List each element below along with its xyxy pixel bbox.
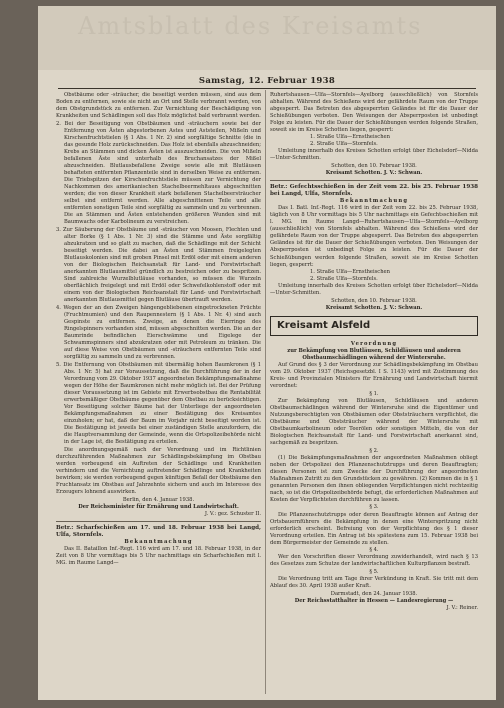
signature-place-date: Schotten, den 10. Februar 1938. xyxy=(331,162,417,169)
road-item: 1. Straße Ulfa—Ernstheischen xyxy=(310,134,390,141)
paragraph-5: Die Verordnung tritt am Tage ihrer Verkündung in Kraft. Sie tritt mit dem Ablauf des 30. April 1938 außer Kraft. xyxy=(270,575,478,589)
bekanntmachung-heading: Bekanntmachung xyxy=(339,198,409,205)
paragraph-number: § 1. xyxy=(369,390,379,397)
running-head-date: Samstag, 12. Februar 1938 xyxy=(198,76,336,86)
signature-name: Kreisamt Schotten. J. V.: Schwan. xyxy=(325,304,423,311)
betreff-scharfschiessen: Betr.: Scharfschießen am 17. und 18. Februar 1938 bei Langd, Ulfa, Stornfels. xyxy=(56,524,261,538)
left-item-5: 5. Die Entfernung von Obstbäumen mit übermäßig hohen Baumkronen (§ 1 Abs. 1 Nr. 5) hat zur Voraussetzung, daß die Durchführung der in der Verordnung vom 29. Oktober 1937 angeordneten Bekämpfungsmaßnahme wegen der Höhe der Baumkronen nicht mehr möglich ist. Bei der Prüfung dieser Voraussetzung ist im Gebiete mit Erwerbsobstbau die Rentabilität erwerbsmäßiger Obstbäume gegenüber dem Obstbau zu berücksichtigen. Vor Beseitigung solcher Bäume hat der Unterliege der angeordneten Bekämpfungsmaßnahmen zu einer Bestätigung des Kreisamtes einzuholen; er hat, daß der Baum im Vorjahr nicht beseitigt worden ist. Die Bestätigung ist jeweils bei einer zuständigen Stelle anzufordern, die die Hauptversammlung der Gemeinde, wenn die Ortspolizeibehörde nicht in der Lage ist, die Bestätigung zu erteilen. xyxy=(56,361,261,446)
header-show-through: Amtsblatt des Kreisamts xyxy=(78,12,423,40)
left-item-2: 2. Bei der Beseitigung von Obstbäumen und -sträuchern sowie bei der Entfernung von Ästen abgestorbenen Astes und Aststeilen, Mißeln und Kirschenfruchtstielen (§ 1 Abs. 1 Nr. 2) sind sorgfältige Schnitte (die in das gesunde Holz zurückschneiden. Das Holz ist ebenfalls abzuschneiden; Krebs an Stämmen und dicken Ästen ist auszuschneiden. Die von Mißeln befallenen Äste sind unterhalb des Bruchansatzes der Mißel abzuschneiden. Blutlausbefallene Zweige sowie alle mit Blutläusen behafteten entfernten Pflanzenteile sind in derselben Weise zu entfernen. Die Triebspitzen der Kirschenfruchtstiele müssen zur Vernichtung der Nachkommen des amerikanischen Stachelbeermehltaues abgeschnitten werden; die von dieser Krankheit stark befallenen Stachelbeersträucher selbst sind entfernt werden. Alle abgeschnittenen Teile und alle entfernten sonstigen Teile sind sorgfältig zu sammeln und zu verbrennen. Die an Stämmen und Ästen entstehenden größeren Wunden sind mit Baumwachs oder Karbolineum zu verstreichen. xyxy=(56,120,261,226)
signature-name: Kreisamt Schotten. J. V.: Schwan. xyxy=(325,170,423,177)
verordnung-subtitle: zur Bekämpfung von Blutläusen, Schildläusen und anderen Obstbaumschädlingen während der Wintersruhe. xyxy=(287,347,461,361)
paragraph-3: Die Pflanzenschutztrupps oder deren Beauftragte können auf Antrag der Ortsbauernführers die Bekämpfung in denen eine Winterspritzung nicht erforderlich erscheint. Befreiung von der Verpflichtung des § 1 dieser Verordnung erteilen. Ein Antrag ist bis spätestens zum 15. Februar 1938 bei dem Bürgermeister der Gemeinde zu stellen. xyxy=(270,511,478,546)
signature-place-date: Schotten, den 10. Februar 1938. xyxy=(331,297,417,304)
bekanntmachung-heading: Bekanntmachung xyxy=(124,538,193,545)
detour-note: Umleitung innerhalb des Kreises Schotten erfolgt über Eichelsdorf—Nidda—Unter-Schmitten. xyxy=(270,148,478,162)
paragraph-number: § 5. xyxy=(369,568,379,575)
kreisamt-alsfeld-banner: Kreisamt Alsfeld xyxy=(270,316,478,336)
bekanntmachung-text: Das I. Batl. Inf.-Regt. 116 wird in der Zeit vom 22. bis 25. Februar 1938, täglich von 8 Uhr vormittags bis 5 Uhr nachmittags ein Gefechtsschießen mit l. MG. im Raume Langd—Ruhertshausen—Ulfa—Stornfels—Ayelborg (ausschließlich) von Stornfels abhalten. Während des Schießens wird der gefährdete Raum von der Truppe abgesperrt. Das Betreten des abgesperrten Geländes ist für die Dauer der Schießübungen verboten. Den Weisungen der Absperrposten ist unbedingt Folge zu leisten. Für die Dauer der Schießübungen werden folgende Straßen, soweit sie im Kreise Schotten liegen, gesperrt: xyxy=(270,205,478,268)
betreff-gefechtsschiessen: Betr.: Gefechtsschießen in der Zeit vom 22. bis 25. Februar 1938 bei Langd, Ulfa, Stornfels. xyxy=(270,184,478,198)
right-continuation: Ruhertshausen—Ulfa—Stornfels—Ayelborg (ausschließlich) von Stornfels abhalten. Während des Schießens wird der gefährdete Raum von der Truppe abgesperrt. Das Betreten des abgesperrten Geländes ist für die Dauer der Schießübungen verboten. Den Weisungen der Absperrposten ist unbedingt Folge zu leisten. Für die Dauer der Schießübungen werden folgende Straßen, soweit sie im Kreise Schotten liegen, gesperrt: xyxy=(270,92,478,134)
final-place-date: Darmstadt, den 24. Januar 1938. xyxy=(330,590,418,597)
paragraph-number: § 4. xyxy=(369,547,379,554)
paragraph-number: § 3. xyxy=(369,504,379,511)
left-item-3: 3. Zur Säuberung der Obstbäume und -sträucher von Moosen, Flechten und alter Borke (§ 1 Abs. 1 Nr. 3) sind die Stämme und Äste sorgfältig abzukratzen und so glatt zu machen, daß die Schädlinge mit der Schicht beseitigt werden. Die dabei an Ästen und Stämmen freigelegten Blutlauskolonien sind mit groben Pinsel mit Erdöl oder mit einem anderen von der Biologischen Reichsanstalt für Land- und Forstwirtschaft anerkannten Blutlausmittel gründlich zu bestreichen oder zu bespritzen. Sind zahlreiche Wurzelblutläuse vorhanden, so müssen die Wurzeln oberflächlich freigelegt und mit Erdöl oder Schwefelkohlenstoff oder mit einem von der Biologischen Reichsanstalt für Land- und Forstwirtschaft anerkannten Blutlausmittel gegen Blutläuse übertrauft werden. xyxy=(56,226,261,304)
signature-place-date: Berlin, den 4. Januar 1938. xyxy=(122,496,195,503)
road-item: 2. Straße Ulfa—Stornfels. xyxy=(310,141,378,148)
final-office: Der Reichsstatthalter in Hessen — Landesregierung — xyxy=(294,597,454,604)
running-head-rule xyxy=(58,88,476,89)
verordnung-heading: Verordnung xyxy=(350,340,398,347)
section-rule xyxy=(56,521,261,522)
detour-note: Umleitung innerhalb des Kreises Schotten erfolgt über Eichelsdorf—Nidda—Unter-Schmitten. xyxy=(270,283,478,297)
section-rule xyxy=(270,180,478,181)
paragraph-2: (1) Die Bekämpfungsmaßnahmen der angeordneten Maßnahmen obliegt neben der Ortspolizei den Pflanzenschutztrupps und deren Beauftragten; diesen Personen ist zum Zwecke der Durchführung der angeordneten Maßnahmen Zutritt zu den Grundstücken zu gewähren. (2) Kommen die in § 1 genannten Personen den ihnen obliegenden Verpflichtungen nicht rechtzeitig nach, so ist die Ortspolizeibehörde befugt, die erforderlichen Maßnahmen auf Kosten der Verpflichteten durchführen zu lassen. xyxy=(270,454,478,503)
paragraph-number: § 2. xyxy=(369,447,379,454)
road-item: 1. Straße Ulfa—Ernstheischen xyxy=(310,269,390,276)
road-list-2 xyxy=(270,269,478,283)
right-column xyxy=(270,92,478,694)
signature-name: J. V.: gez. Schuster II. xyxy=(204,510,261,517)
left-intro: Obstbäume oder -sträucher, die beseitigt werden müssen, sind aus dem Boden zu entfernen, sowie sie nicht an Ort und Stelle verbrannt werden, von dem Obstgrundstück zu entfernen. Zur Vernichtung der Beschädigung von Krankheiten und Schädlingen soll das Holz möglichst bald verbrannt werden. xyxy=(56,92,261,120)
bekanntmachung-text: Das II. Bataillon Inf.-Regt. 116 wird am 17. und 18. Februar 1938, in der Zeit von 8 Uhr vormittags bis 5 Uhr nachmittags ein Scharfschießen mit l. MG. im Raume Langd— xyxy=(56,545,261,567)
road-list-1 xyxy=(270,134,478,148)
left-column xyxy=(56,92,261,694)
signature-office: Der Reichsminister für Ernährung und Landwirtschaft. xyxy=(78,503,239,510)
paragraph-4: Wer den Vorschriften dieser Verordnung zuwiderhandelt, wird nach § 13 des Gesetzes zum Schutze der landwirtschaftlichen Kulturpflanzen bestraft. xyxy=(270,554,478,568)
final-signature: J. V.: Reiner. xyxy=(446,604,478,611)
header-strip xyxy=(38,6,496,70)
verordnung-intro: Auf Grund des § 3 der Verordnung zur Schädlingsbekämpfung im Obstbau vom 29. Oktober 1937 (Reichsgesetzbl. I S. 1143) wird mit Zustimmung des Kreis- und Provinzialen Ministers für Ernährung und Landwirtschaft hiermit verordnet: xyxy=(270,362,478,390)
running-head xyxy=(38,76,496,86)
paragraph-1: Zur Bekämpfung von Blutläusen, Schildläusen und anderen Obstbaumschädlingen während der Wintersruhe sind die Eigentümer und Nutzungsberechtigten von Obstbäumen oder Obststräuchern verpflichtet, die Obstbäume und Obststräucher während der Wintersruhe mit Obstbaumkarbolineum oder Teerölen oder sonstigen Mitteln, die von der Biologischen Reichsanstalt für Land- und Forstwirtschaft anerkannt sind, sachgemäß zu bespritzen. xyxy=(270,397,478,447)
left-item-4: 4. Wegen der an den Zweigen hängengebliebenen eingetrockneten Früchte (Fruchtmumien) und den Raupennestern (§ 1 Abs. 1 Nr. 4) sind auch Gespinste zu entfernen. Zweige, an denen die Eierringe des Ringelspinners vorhanden sind, müssen abgeschnitten werden. Die an der Baumrinde befindlichen Eierschwämme und Eigelege der Schwammspinners sind abzukratzen oder mit Petroleum zu tränken. Die auf diese Weise von Obstbäumen und -sträuchern entfernten Teile sind sorgfältig zu sammeln und zu verbrennen. xyxy=(56,304,261,361)
column-divider xyxy=(265,90,266,694)
road-item: 2. Straße Ulfa—Stornfels. xyxy=(310,276,378,283)
left-closing-paragraph: Die anordnungsgemäß nach der Verordnung und im Richtlinien durchzuführenden Maßnahmen zur Schädlingsbekämpfung im Obstbau werden vorbeugend ein Auftreten der Schädlinge und Krankheiten verhindern und die Vernichtung auftretender Schädlinge und Krankheiten bewirken; sie werden vorbeugend gegen künftigen Befall der Obstbäume den Fruchtansatz im Obstbau auf Jahrzehnte sichern und auch im Interesse des Erzeugers lohnend auswirken. xyxy=(56,446,261,496)
newspaper-page xyxy=(38,6,496,700)
